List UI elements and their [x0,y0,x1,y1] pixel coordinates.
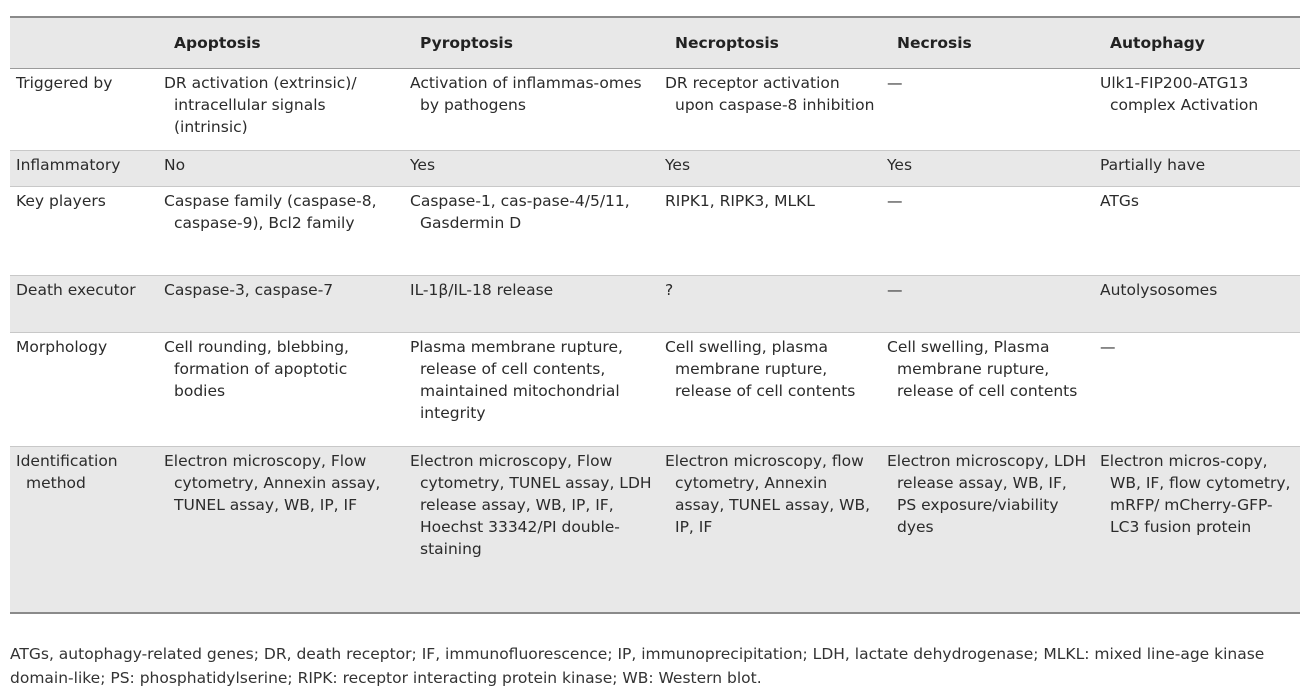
table-row [10,151,1300,187]
row-label: Morphology [10,333,158,447]
table-cell: Electron microscopy, flow cytometry, Annexin assay, TUNEL assay, WB, IP, IF [659,447,881,613]
table-cell: Electron microscopy, LDH release assay, WB, IF, PS exposure/viability dyes [881,447,1094,613]
table-cell: Cell rounding, blebbing, formation of apoptotic bodies [158,333,404,447]
table-cell: Electron microscopy, Flow cytometry, TUNEL assay, LDH release assay, WB, IP, IF, Hoechst 33342/PI double-staining [404,447,659,613]
header-apoptosis: Apoptosis [158,17,404,69]
table-cell: — [881,187,1094,276]
table-cell: Plasma membrane rupture, release of cell contents, maintained mitochondrial integrity [404,333,659,447]
row-label: Identification method [10,447,158,613]
table-header-row [10,17,1300,69]
table-cell: Activation of inflammas-omes by pathogens [404,69,659,151]
header-autophagy: Autophagy [1094,17,1300,69]
table-cell: Caspase family (caspase-8, caspase-9), Bcl2 family [158,187,404,276]
table-footnote: ATGs, autophagy-related genes; DR, death receptor; IF, immunofluorescence; IP, immunoprecipitation; LDH, lactate dehydrogenase; MLKL: mixed line-age kinase domain-like; PS: phosphatidylserine; RIPK: receptor interacting protein kinase; WB: Western blot. [10,645,1265,687]
table-cell: Electron microscopy, Flow cytometry, Annexin assay, TUNEL assay, WB, IP, IF [158,447,404,613]
table-row [10,187,1300,276]
table-row [10,276,1300,333]
table-row [10,447,1300,613]
table-cell: Yes [659,151,881,187]
table-cell: — [881,69,1094,151]
table-cell: Partially have [1094,151,1300,187]
header-pyroptosis: Pyroptosis [404,17,659,69]
table-cell: IL-1β/IL-18 release [404,276,659,333]
row-label: Inflammatory [10,151,158,187]
row-label: Triggered by [10,69,158,151]
header-cell-blank [10,17,158,69]
table-cell: DR activation (extrinsic)/ intracellular signals (intrinsic) [158,69,404,151]
header-necrosis: Necrosis [881,17,1094,69]
table-cell: Caspase-3, caspase-7 [158,276,404,333]
table-cell: Autolysosomes [1094,276,1300,333]
header-necroptosis: Necroptosis [659,17,881,69]
table-cell: — [1094,333,1300,447]
row-label: Death executor [10,276,158,333]
table-cell: DR receptor activation upon caspase-8 inhibition [659,69,881,151]
table-cell: RIPK1, RIPK3, MLKL [659,187,881,276]
table-cell: Cell swelling, Plasma membrane rupture, release of cell contents [881,333,1094,447]
cell-death-comparison-table [10,16,1300,614]
table-cell: Cell swelling, plasma membrane rupture, release of cell contents [659,333,881,447]
table-cell: No [158,151,404,187]
table-cell: — [881,276,1094,333]
row-label: Key players [10,187,158,276]
table-cell: ? [659,276,881,333]
table-row [10,333,1300,447]
table-cell: Yes [404,151,659,187]
table-row [10,69,1300,151]
table-cell: Yes [881,151,1094,187]
table-cell: Electron micros-copy, WB, IF, flow cytometry, mRFP/ mCherry-GFP-LC3 fusion protein [1094,447,1300,613]
table-cell: ATGs [1094,187,1300,276]
table-cell: Caspase-1, cas-pase-4/5/11, Gasdermin D [404,187,659,276]
table-cell: Ulk1-FIP200-ATG13 complex Activation [1094,69,1300,151]
